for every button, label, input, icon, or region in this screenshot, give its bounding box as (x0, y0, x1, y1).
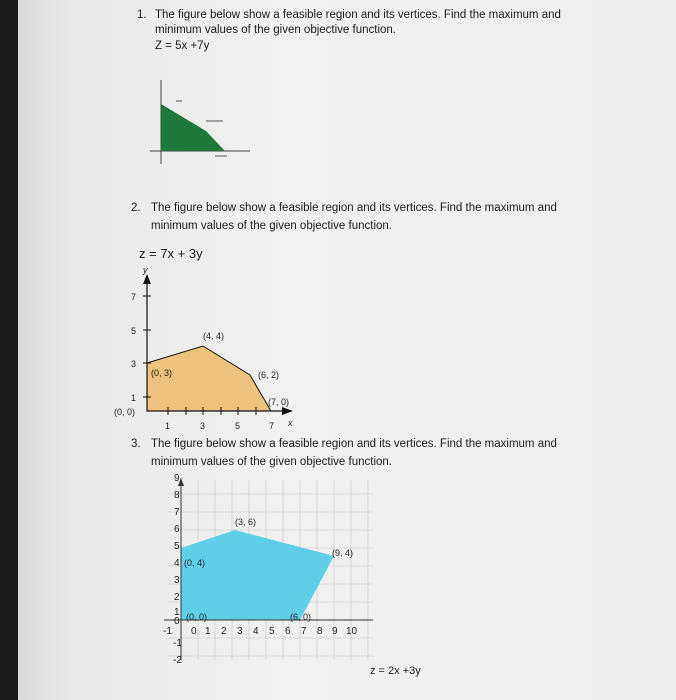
q2-y-axis-label: y (143, 265, 148, 275)
q3-graph (18, 0, 676, 700)
q2-vertex-4-4: (4, 4) (203, 331, 225, 341)
q2-vertex-6-2: (6, 2) (258, 370, 280, 380)
q3-ytick-5: 5 (174, 541, 180, 552)
q3-xtick-6: 6 (285, 626, 291, 637)
q3-xtick-10: 10 (346, 626, 358, 637)
q2-line1: The figure below show a feasible region and its vertices. Find the maximum and (151, 202, 557, 214)
q3-ytick-1: 1 (174, 607, 180, 618)
q3-xtick-4: 4 (253, 626, 259, 637)
q3-ytick-7: 7 (174, 507, 180, 518)
q2-vertex-0-0: (0, 0) (114, 407, 136, 417)
q2-ytick-3: 3 (131, 359, 137, 369)
q3-line2: minimum values of the given objective function. (151, 456, 392, 468)
q3-xtick-5: 5 (269, 626, 275, 637)
q2-equation: z = 7x + 3y (139, 246, 203, 261)
q2-xtick-1: 1 (165, 421, 171, 431)
q1-equation: Z = 5x +7y (155, 40, 210, 52)
q3-ytick-9: 9 (174, 473, 180, 484)
q3-xtick-7: 7 (301, 626, 307, 637)
q2-ytick-5: 5 (131, 326, 137, 336)
q3-xtick-0: 0 (191, 626, 197, 637)
q3-feasible-region (181, 530, 334, 620)
q3-equation: z = 2x +3y (370, 665, 421, 677)
q3-vertex-0-4: (0, 4) (184, 558, 206, 568)
q3-xtick-neg1: -1 (163, 626, 172, 637)
q2-vertex-0-3: (0, 3) (151, 368, 173, 378)
q3-ytick-4: 4 (174, 558, 180, 569)
q2-ytick-1: 1 (131, 393, 137, 403)
q3-vertex-0-0: (0, 0) (186, 612, 208, 622)
q3-vertex-9-4: (9, 4) (332, 548, 354, 558)
q3-xtick-2: 2 (221, 626, 227, 637)
q3-vertex-6-0: (6, 0) (290, 612, 312, 622)
q3-ytick-8: 8 (174, 490, 180, 501)
q1-line1: The figure below show a feasible region and its vertices. Find the maximum and (155, 9, 561, 21)
q3-ytick-3: 3 (174, 575, 180, 586)
q2-x-axis-label: x (288, 418, 293, 428)
q2-xtick-3: 3 (200, 421, 206, 431)
q1-number: 1. (137, 9, 147, 21)
q2-line2: minimum values of the given objective function. (151, 220, 392, 232)
document-page (18, 0, 676, 700)
q2-vertex-7-0: (7, 0) (268, 397, 290, 407)
q3-ytick-neg1: -1 (173, 638, 182, 649)
q3-vertex-3-6: (3, 6) (235, 517, 257, 527)
q3-ytick-6: 6 (174, 524, 180, 535)
q2-number: 2. (131, 202, 141, 214)
q3-xtick-8: 8 (317, 626, 323, 637)
q2-ytick-7: 7 (131, 292, 137, 302)
q2-xtick-5: 5 (235, 421, 241, 431)
q3-ytick-neg2: -2 (173, 655, 182, 666)
q3-ytick-0: 0 (174, 616, 180, 627)
q3-number: 3. (131, 438, 141, 450)
q3-ytick-2: 2 (174, 592, 180, 603)
q3-xtick-1: 1 (205, 626, 211, 637)
q1-line2: minimum values of the given objective function. (155, 24, 396, 36)
q3-line1: The figure below show a feasible region and its vertices. Find the maximum and (151, 438, 557, 450)
q3-xtick-9: 9 (332, 626, 338, 637)
q3-xtick-3: 3 (237, 626, 243, 637)
q2-xtick-7: 7 (269, 421, 275, 431)
